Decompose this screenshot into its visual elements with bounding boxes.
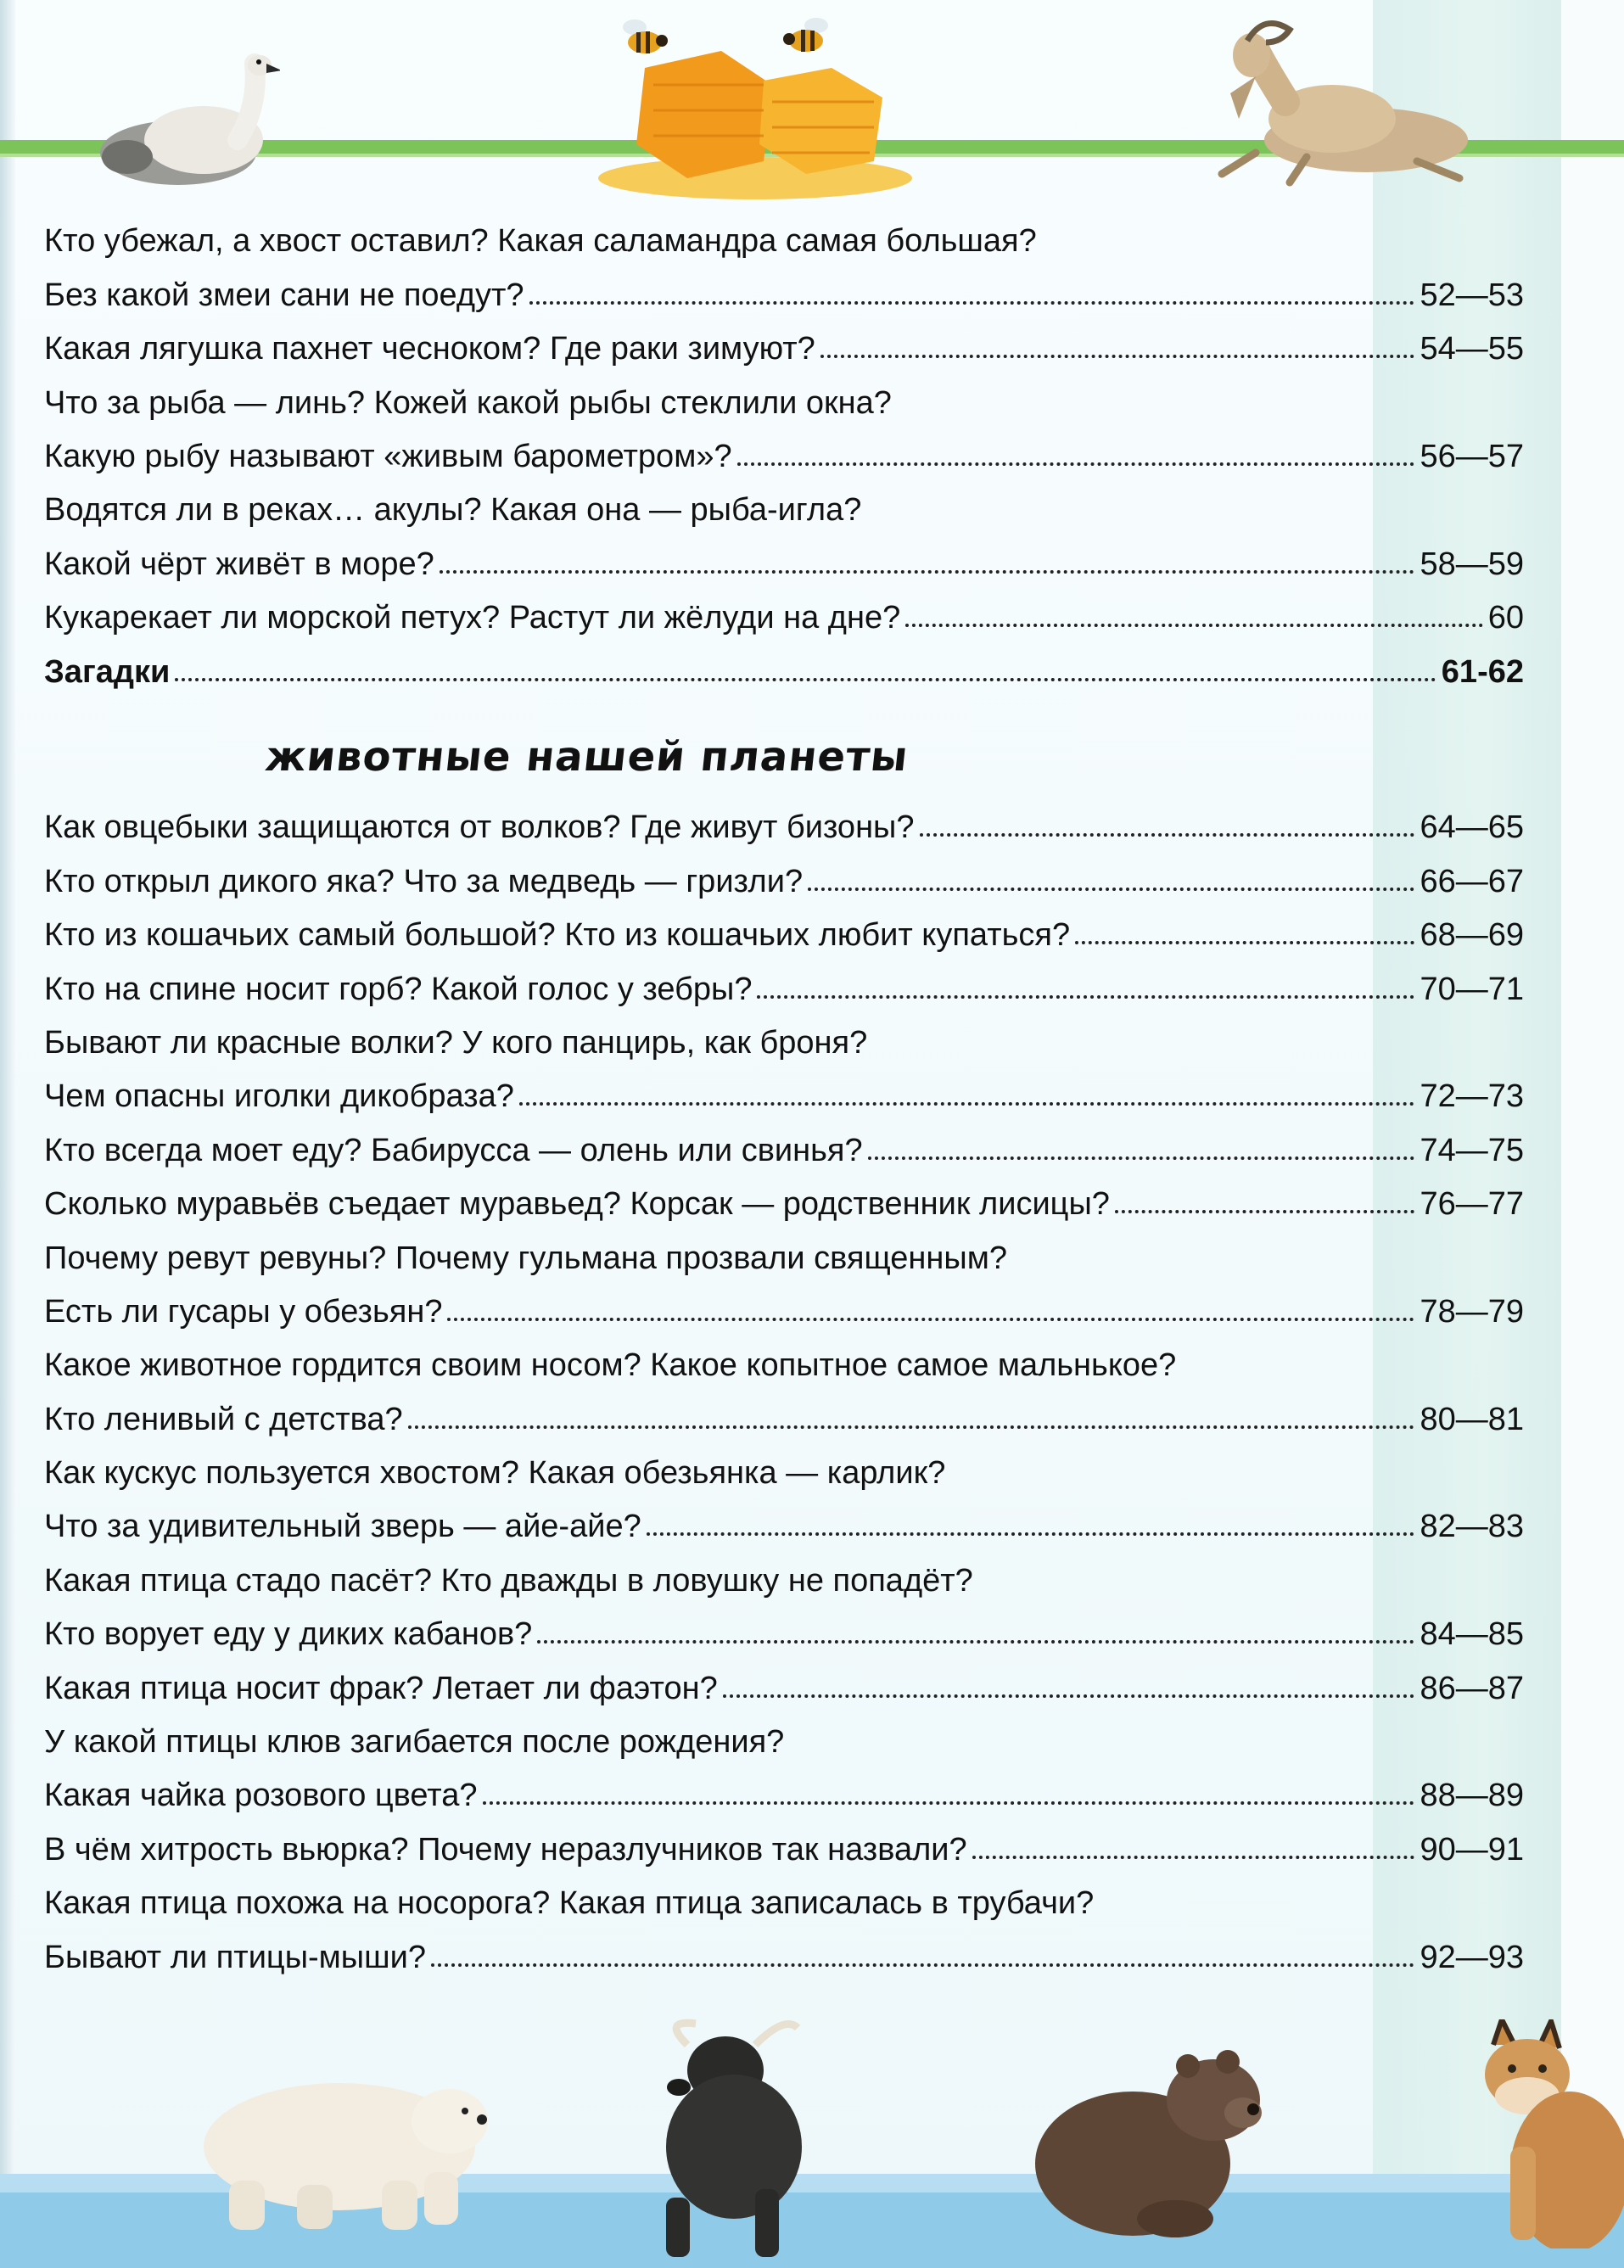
toc-entry: [44, 1167, 1524, 1223]
toc-entry-title: Загадки: [44, 653, 171, 690]
toc-entry: [44, 1489, 1524, 1543]
toc-entry-pages: 74—75: [1420, 1132, 1524, 1168]
toc-entry-title: Бывают ли птицы-мыши?: [44, 1939, 426, 1975]
toc-entry-title: Что за рыба — линь? Кожей какой рыбы стеклили окна?: [44, 384, 892, 421]
toc-entry: [44, 1381, 1524, 1435]
dot-leader: [529, 301, 1415, 305]
toc-entry-title: Сколько муравьёв съедает муравьед? Корсак — родственник лисицы?: [44, 1186, 1110, 1223]
dot-leader: [1115, 1210, 1415, 1213]
toc-entry: [44, 843, 1524, 897]
toc-entry-title: Кто ленивый с детства?: [44, 1401, 403, 1437]
toc-entry-pages: 78—79: [1420, 1293, 1524, 1330]
toc-entry-pages: 68—69: [1420, 917, 1524, 954]
section-heading-text: животные нашей планеты: [263, 733, 911, 781]
dot-leader: [820, 355, 1415, 358]
toc-entry-pages: 90—91: [1420, 1831, 1524, 1868]
toc-entry-title: Что за удивительный зверь — айе-айе?: [44, 1509, 641, 1545]
toc-entry: [44, 1919, 1524, 1973]
toc-entry-title: В чём хитрость вьюрка? Почему неразлучников так назвали?: [44, 1831, 967, 1868]
dot-leader: [447, 1318, 1414, 1321]
toc-entry-pages: 92—93: [1420, 1939, 1524, 1975]
toc-entry: [44, 311, 1524, 365]
toc-entry-title: Кукарекает ли морской петух? Растут ли жёлуди на дне?: [44, 600, 901, 636]
toc-list-part2: [44, 790, 1524, 1974]
dot-leader: [647, 1532, 1415, 1536]
toc-entry: [44, 473, 1524, 529]
toc-entry-title: Какая птица стадо пасёт? Кто дважды в ловушку не попадёт?: [44, 1562, 973, 1599]
toc-entry-title: Какая чайка розового цвета?: [44, 1778, 478, 1814]
toc-entry: [44, 1436, 1524, 1492]
toc-entry-pages: 58—59: [1420, 546, 1524, 582]
dot-leader: [519, 1102, 1415, 1106]
toc-entry-pages: 88—89: [1420, 1778, 1524, 1814]
toc-entry-pages: 76—77: [1420, 1186, 1524, 1223]
toc-entry-title: Кто всегда моет еду? Бабирусса — олень или свинья?: [44, 1132, 863, 1168]
lynx-icon: [1459, 2019, 1624, 2248]
toc-entry: [44, 1220, 1524, 1274]
dot-leader: [440, 570, 1415, 574]
toc-entry-title: Какой чёрт живёт в море?: [44, 546, 434, 582]
toc-entry-title: Кто убежал, а хвост оставил? Какая саламандра самая большая?: [44, 223, 1037, 260]
toc-entry: [44, 257, 1524, 311]
bee-icon: [618, 17, 670, 59]
toc-entry: [44, 634, 1524, 690]
toc-entry: [44, 1812, 1524, 1868]
toc-entry-pages: 56—57: [1420, 438, 1524, 474]
dot-leader: [1075, 941, 1414, 944]
toc-entry-title: У какой птицы клюв загибается после рождения?: [44, 1724, 785, 1761]
toc-entry-title: Как овцебыки защищаются от волков? Где живут бизоны?: [44, 809, 915, 846]
toc-entry-title: Как кускус пользуется хвостом? Какая обезьянка — карлик?: [44, 1455, 946, 1492]
toc-list-part1: [44, 204, 1524, 688]
toc-entry: [44, 790, 1524, 846]
section-heading: [0, 733, 1624, 781]
toc-entry-pages: 84—85: [1420, 1616, 1524, 1653]
toc-entry: [44, 1650, 1524, 1704]
toc-entry: [44, 1112, 1524, 1166]
toc-entry-pages: 66—67: [1420, 863, 1524, 899]
toc-entry: [44, 365, 1524, 421]
dot-leader: [808, 888, 1414, 891]
toc-entry: [44, 1705, 1524, 1761]
toc-entry-title: Есть ли гусары у обезьян?: [44, 1293, 443, 1330]
toc-entry-title: Почему ревут ревуны? Почему гульмана прозвали священным?: [44, 1240, 1007, 1276]
goose-icon: [93, 47, 280, 191]
toc-entry-title: Какая птица носит фрак? Летает ли фаэтон?: [44, 1670, 718, 1706]
dot-leader: [431, 1963, 1415, 1967]
toc-entry-pages: 86—87: [1420, 1670, 1524, 1706]
dot-leader: [483, 1801, 1415, 1805]
toc-entry-title: Кто на спине носит горб? Какой голос у зебры?: [44, 971, 753, 1007]
toc-entry-pages: 70—71: [1420, 971, 1524, 1007]
toc-entry: [44, 204, 1524, 260]
toc-entry: [44, 580, 1524, 634]
brown-bear-icon: [1031, 2036, 1277, 2240]
toc-entry-title: Какая лягушка пахнет чесноком? Где раки зимуют?: [44, 331, 815, 367]
polar-bear-icon: [170, 2053, 501, 2232]
toc-entry-pages: 54—55: [1420, 331, 1524, 367]
dot-leader: [537, 1640, 1414, 1644]
page-right-edge: [1561, 0, 1624, 2268]
dot-leader: [972, 1856, 1415, 1859]
toc-entry-title: Какая птица похожа на носорога? Какая птица записалась в трубачи?: [44, 1885, 1095, 1922]
toc-entry-title: Чем опасны иголки дикобраза?: [44, 1078, 514, 1115]
toc-entry: [44, 1328, 1524, 1384]
toc-entry-title: Кто ворует еду у диких кабанов?: [44, 1616, 533, 1653]
dot-leader: [868, 1156, 1415, 1160]
toc-entry-pages: 60: [1487, 600, 1524, 636]
toc-entry: [44, 951, 1524, 1005]
dot-leader: [723, 1694, 1415, 1698]
toc-entry-title: Кто из кошачьих самый большой? Кто из кошачьих любит купаться?: [44, 917, 1071, 954]
toc-entry-title: Кто открыл дикого яка? Что за медведь — гризли?: [44, 863, 804, 899]
toc-entry-pages: 64—65: [1420, 809, 1524, 846]
page-left-edge: [0, 0, 15, 2268]
toc-entry: [44, 526, 1524, 580]
toc-entry: [44, 898, 1524, 954]
toc-entry: [44, 419, 1524, 473]
bull-icon: [628, 2011, 848, 2265]
dot-leader: [175, 678, 1436, 681]
toc-entry-pages: 80—81: [1420, 1401, 1524, 1437]
bee-icon: [781, 15, 833, 58]
toc-entry-pages: 72—73: [1420, 1078, 1524, 1115]
toc-entry-pages: 52—53: [1420, 277, 1524, 313]
toc-entry-pages: 61-62: [1441, 653, 1524, 690]
toc-entry-title: Без какой змеи сани не поедут?: [44, 277, 524, 313]
toc-entry: [44, 1059, 1524, 1115]
dot-leader: [920, 833, 1415, 837]
toc-entry: [44, 1274, 1524, 1328]
toc-entry-title: Какую рыбу называют «живым барометром»?: [44, 438, 732, 474]
dot-leader: [757, 995, 1414, 999]
toc-entry: [44, 1758, 1524, 1812]
toc-entry-title: Какое животное гордится своим носом? Какое копытное самое мальнькое?: [44, 1347, 1177, 1384]
toc-entry-title: Бывают ли красные волки? У кого панцирь, как броня?: [44, 1024, 868, 1061]
dot-leader: [408, 1425, 1415, 1429]
toc-entry: [44, 1005, 1524, 1059]
dot-leader: [905, 624, 1483, 627]
goat-icon: [1205, 17, 1476, 187]
toc-entry: [44, 1866, 1524, 1922]
toc-entry: [44, 1597, 1524, 1653]
toc-entry-pages: 82—83: [1420, 1509, 1524, 1545]
toc-entry: [44, 1543, 1524, 1599]
toc-entry-title: Водятся ли в реках… акулы? Какая она — рыба-игла?: [44, 492, 862, 529]
dot-leader: [737, 462, 1415, 466]
